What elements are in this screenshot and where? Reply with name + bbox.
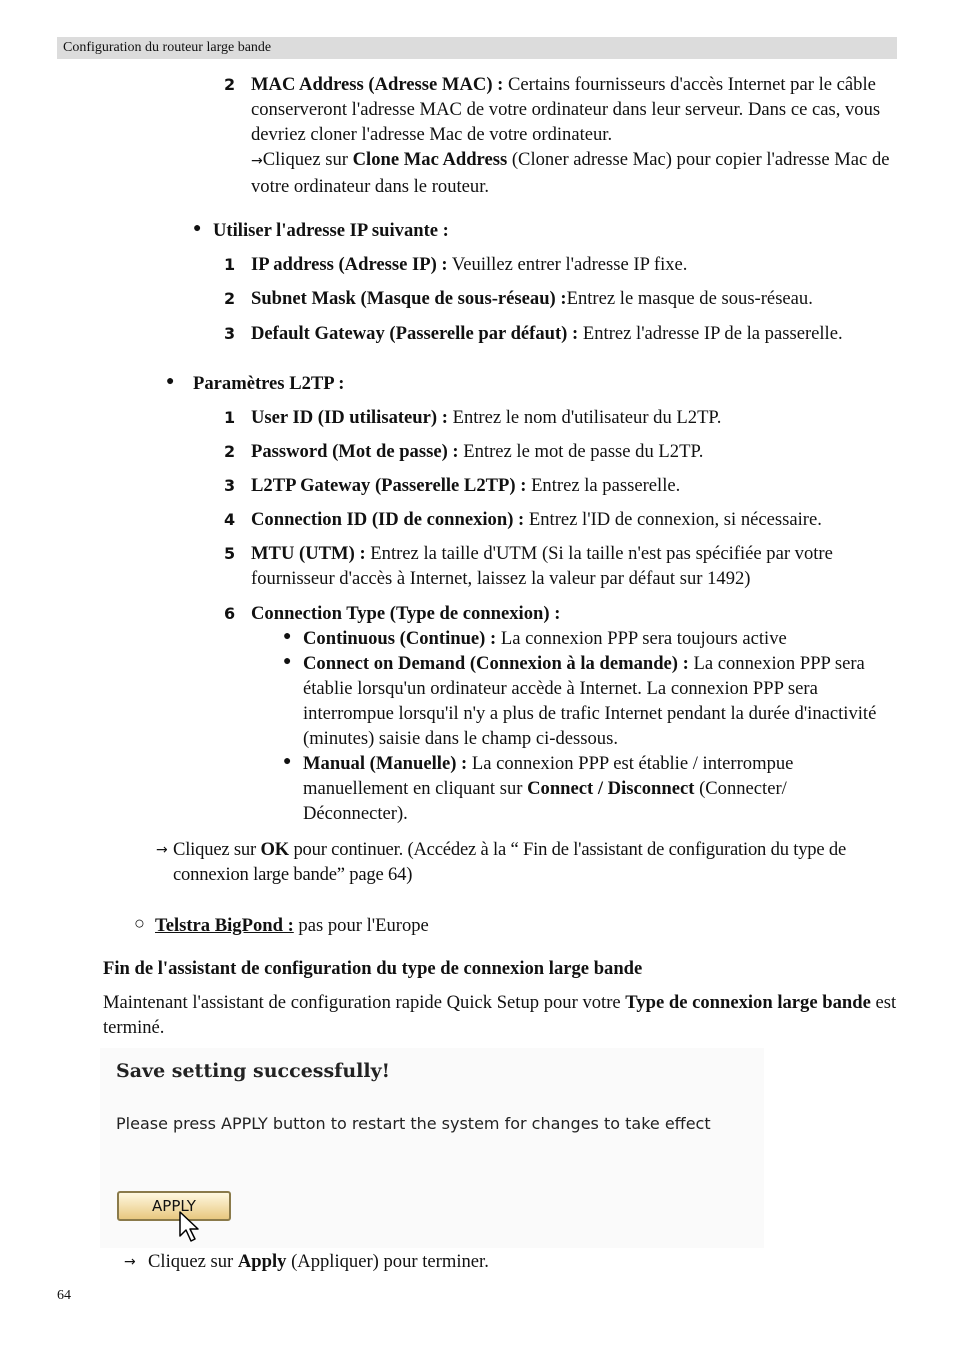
clone-prefix: Cliquez sur <box>262 149 353 170</box>
item-number: 1 <box>224 255 236 274</box>
mac-address-paragraph <box>251 72 901 199</box>
item-number: 2 <box>224 75 236 94</box>
apply-button[interactable]: APPLY <box>117 1191 231 1221</box>
item-number: 3 <box>224 324 236 343</box>
static-ip-heading: Utiliser l'adresse IP suivante : <box>213 220 449 241</box>
continuous-option: Continuous (Continue) : La connexion PPP sera toujours active <box>303 628 787 649</box>
item-number: 2 <box>224 442 236 461</box>
clone-mac-label: Clone Mac Address <box>352 149 508 170</box>
mouse-pointer-icon <box>178 1210 200 1244</box>
item-number: 6 <box>224 604 236 623</box>
default-gateway-item: Default Gateway (Passerelle par défaut) : Entrez l'adresse IP de la passerelle. <box>251 323 843 344</box>
ok-instruction: Cliquez sur OK pour continuer. (Accédez à la “ Fin de l'assistant de configuration du type de connexion large bande” page 64) <box>173 839 847 885</box>
item-number: 4 <box>224 510 236 529</box>
user-id-item: User ID (ID utilisateur) : Entrez le nom d'utilisateur du L2TP. <box>251 407 722 428</box>
item-number: 3 <box>224 476 236 495</box>
connection-id-item: Connection ID (ID de connexion) : Entrez l'ID de connexion, si nécessaire. <box>251 509 822 530</box>
bullet-icon: ● <box>283 754 292 769</box>
arrow-icon: → <box>251 153 263 169</box>
manual-option: Manual (Manuelle) : La connexion PPP est établie / interrompue manuellement en cliquant sur Connect / Disconnect (Connecter/ Déconnecter). <box>303 753 794 824</box>
arrow-icon: → <box>156 842 168 858</box>
bullet-icon: ● <box>166 374 175 389</box>
password-item: Password (Mot de passe) : Entrez le mot de passe du L2TP. <box>251 441 704 462</box>
ip-address-item: IP address (Adresse IP) : Veuillez entrer l'adresse IP fixe. <box>251 254 688 275</box>
restart-message: Please press APPLY button to restart the system for changes to take effect <box>116 1114 711 1133</box>
save-success-title: Save setting successfully! <box>116 1060 390 1082</box>
item-number: 5 <box>224 544 236 563</box>
mac-address-text: Certains fournisseurs d'accès Internet par le câble conserveront l'adresse MAC de votre ordinateur dans leur serveur. Dans ce cas, vous devriez cloner l'adresse Mac de votre ordinateur. <box>251 74 881 145</box>
bullet-icon: ● <box>283 654 292 669</box>
connection-type-item: Connection Type (Type de connexion) : <box>251 603 561 624</box>
l2tp-heading: Paramètres L2TP : <box>193 373 345 394</box>
telstra-item: Telstra BigPond : pas pour l'Europe <box>155 915 429 936</box>
finish-paragraph: Maintenant l'assistant de configuration rapide Quick Setup pour votre Type de connexion large bande est terminé. <box>103 992 897 1038</box>
subnet-mask-item: Subnet Mask (Masque de sous-réseau) :Entrez le masque de sous-réseau. <box>251 288 813 309</box>
page-number: 64 <box>57 1288 71 1303</box>
item-number: 2 <box>224 289 236 308</box>
l2tp-gateway-item: L2TP Gateway (Passerelle L2TP) : Entrez la passerelle. <box>251 475 681 496</box>
apply-instruction: Cliquez sur Apply (Appliquer) pour terminer. <box>148 1251 489 1272</box>
item-number: 1 <box>224 408 236 427</box>
mac-address-label: MAC Address (Adresse MAC) : <box>251 74 504 95</box>
arrow-icon: → <box>124 1254 136 1270</box>
circle-bullet-icon: ○ <box>134 913 145 933</box>
bullet-icon: ● <box>283 629 292 644</box>
save-success-screenshot <box>100 1048 764 1248</box>
page-header: Configuration du routeur large bande <box>57 37 897 59</box>
connect-on-demand-option: Connect on Demand (Connexion à la demande) : La connexion PPP sera établie lorsqu'un ordinateur accède à Internet. La connexion PPP sera interrompue lorsqu'il n'y a plus de trafic Internet pendant la durée d'inactivité (minutes) saisie dans le champ ci-dessous. <box>303 653 877 749</box>
mtu-item: MTU (UTM) : Entrez la taille d'UTM (Si la taille n'est pas spécifiée par votre fournisseur d'accès à Internet, laissez la valeur par défaut sur 1492) <box>251 543 833 589</box>
bullet-icon: ● <box>193 221 202 236</box>
finish-heading: Fin de l'assistant de configuration du type de connexion large bande <box>103 958 643 979</box>
clone-mac-text: (Cloner adresse Mac) pour copier l'adresse Mac de votre ordinateur dans le routeur. <box>251 149 890 197</box>
